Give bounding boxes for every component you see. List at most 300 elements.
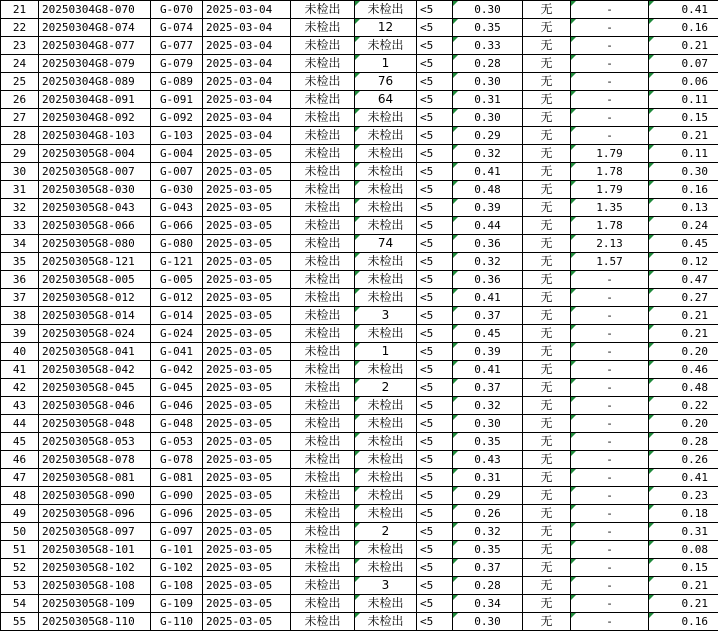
cell-col5[interactable]: 未检出 [291,361,355,379]
cell-date[interactable]: 2025-03-05 [203,199,291,217]
cell-sample-id[interactable]: 20250305G8-012 [39,289,151,307]
cell-col9[interactable]: 无 [523,343,571,361]
cell-code[interactable]: G-103 [151,127,203,145]
cell-sample-id[interactable]: 20250305G8-078 [39,451,151,469]
cell-row-number[interactable]: 29 [1,145,39,163]
cell-col8[interactable]: 0.41 [453,163,523,181]
cell-col5[interactable]: 未检出 [291,109,355,127]
cell-code[interactable]: G-110 [151,613,203,631]
cell-row-number[interactable]: 39 [1,325,39,343]
cell-col5[interactable]: 未检出 [291,1,355,19]
cell-col7[interactable]: <5 [417,271,453,289]
cell-col6[interactable]: 2 [355,523,417,541]
cell-col7[interactable]: <5 [417,613,453,631]
cell-col6[interactable]: 未检出 [355,1,417,19]
cell-date[interactable]: 2025-03-05 [203,271,291,289]
cell-col8[interactable]: 0.45 [453,325,523,343]
cell-row-number[interactable]: 54 [1,595,39,613]
cell-col9[interactable]: 无 [523,109,571,127]
cell-col5[interactable]: 未检出 [291,343,355,361]
cell-col7[interactable]: <5 [417,343,453,361]
cell-date[interactable]: 2025-03-05 [203,451,291,469]
cell-col7[interactable]: <5 [417,235,453,253]
cell-col11[interactable]: 0.16 [649,613,718,631]
cell-col8[interactable]: 0.41 [453,361,523,379]
cell-row-number[interactable]: 30 [1,163,39,181]
cell-col6[interactable]: 未检出 [355,37,417,55]
cell-col5[interactable]: 未检出 [291,541,355,559]
cell-col10[interactable]: - [571,433,649,451]
cell-col10[interactable]: - [571,361,649,379]
cell-col11[interactable]: 0.16 [649,19,718,37]
cell-col6[interactable]: 12 [355,19,417,37]
cell-col10[interactable]: 1.35 [571,199,649,217]
cell-date[interactable]: 2025-03-04 [203,127,291,145]
cell-date[interactable]: 2025-03-05 [203,577,291,595]
cell-code[interactable]: G-014 [151,307,203,325]
cell-sample-id[interactable]: 20250305G8-053 [39,433,151,451]
cell-col8[interactable]: 0.37 [453,379,523,397]
cell-col7[interactable]: <5 [417,199,453,217]
cell-col11[interactable]: 0.22 [649,397,718,415]
cell-col11[interactable]: 0.21 [649,325,718,343]
cell-col6[interactable]: 未检出 [355,397,417,415]
cell-col8[interactable]: 0.37 [453,307,523,325]
cell-code[interactable]: G-024 [151,325,203,343]
cell-col8[interactable]: 0.48 [453,181,523,199]
cell-col6[interactable]: 未检出 [355,289,417,307]
cell-col9[interactable]: 无 [523,271,571,289]
cell-row-number[interactable]: 42 [1,379,39,397]
cell-col11[interactable]: 0.31 [649,523,718,541]
cell-code[interactable]: G-102 [151,559,203,577]
cell-date[interactable]: 2025-03-05 [203,505,291,523]
cell-row-number[interactable]: 52 [1,559,39,577]
cell-col9[interactable]: 无 [523,487,571,505]
cell-sample-id[interactable]: 20250305G8-090 [39,487,151,505]
cell-col7[interactable]: <5 [417,217,453,235]
cell-col11[interactable]: 0.26 [649,451,718,469]
cell-col11[interactable]: 0.21 [649,577,718,595]
cell-col11[interactable]: 0.20 [649,343,718,361]
cell-col8[interactable]: 0.29 [453,487,523,505]
cell-col8[interactable]: 0.32 [453,397,523,415]
cell-date[interactable]: 2025-03-05 [203,289,291,307]
cell-date[interactable]: 2025-03-05 [203,487,291,505]
cell-col6[interactable]: 未检出 [355,415,417,433]
cell-col8[interactable]: 0.29 [453,127,523,145]
cell-col5[interactable]: 未检出 [291,127,355,145]
cell-code[interactable]: G-030 [151,181,203,199]
cell-col9[interactable]: 无 [523,145,571,163]
cell-sample-id[interactable]: 20250305G8-043 [39,199,151,217]
cell-row-number[interactable]: 27 [1,109,39,127]
cell-col9[interactable]: 无 [523,415,571,433]
cell-col11[interactable]: 0.21 [649,127,718,145]
cell-col9[interactable]: 无 [523,253,571,271]
cell-col6[interactable]: 未检出 [355,217,417,235]
cell-col8[interactable]: 0.30 [453,613,523,631]
cell-code[interactable]: G-048 [151,415,203,433]
cell-sample-id[interactable]: 20250304G8-070 [39,1,151,19]
cell-date[interactable]: 2025-03-05 [203,307,291,325]
cell-col10[interactable]: - [571,271,649,289]
cell-col11[interactable]: 0.28 [649,433,718,451]
cell-col7[interactable]: <5 [417,505,453,523]
cell-col6[interactable]: 未检出 [355,325,417,343]
cell-col5[interactable]: 未检出 [291,19,355,37]
cell-sample-id[interactable]: 20250305G8-102 [39,559,151,577]
cell-sample-id[interactable]: 20250304G8-074 [39,19,151,37]
cell-col7[interactable]: <5 [417,181,453,199]
cell-col5[interactable]: 未检出 [291,253,355,271]
cell-date[interactable]: 2025-03-05 [203,145,291,163]
cell-col10[interactable]: - [571,379,649,397]
cell-col8[interactable]: 0.36 [453,235,523,253]
cell-code[interactable]: G-007 [151,163,203,181]
cell-row-number[interactable]: 31 [1,181,39,199]
cell-col7[interactable]: <5 [417,55,453,73]
cell-col9[interactable]: 无 [523,523,571,541]
cell-col9[interactable]: 无 [523,469,571,487]
cell-col5[interactable]: 未检出 [291,523,355,541]
cell-sample-id[interactable]: 20250305G8-066 [39,217,151,235]
cell-col7[interactable]: <5 [417,253,453,271]
cell-col11[interactable]: 0.41 [649,1,718,19]
cell-row-number[interactable]: 50 [1,523,39,541]
cell-sample-id[interactable]: 20250305G8-048 [39,415,151,433]
cell-code[interactable]: G-089 [151,73,203,91]
cell-col6[interactable]: 64 [355,91,417,109]
cell-col5[interactable]: 未检出 [291,379,355,397]
cell-col9[interactable]: 无 [523,55,571,73]
cell-col10[interactable]: - [571,325,649,343]
cell-col11[interactable]: 0.13 [649,199,718,217]
cell-sample-id[interactable]: 20250305G8-080 [39,235,151,253]
cell-code[interactable]: G-042 [151,361,203,379]
cell-code[interactable]: G-045 [151,379,203,397]
cell-col5[interactable]: 未检出 [291,145,355,163]
cell-code[interactable]: G-043 [151,199,203,217]
cell-code[interactable]: G-108 [151,577,203,595]
cell-col10[interactable]: - [571,19,649,37]
cell-sample-id[interactable]: 20250305G8-041 [39,343,151,361]
cell-date[interactable]: 2025-03-04 [203,55,291,73]
cell-sample-id[interactable]: 20250304G8-079 [39,55,151,73]
cell-col5[interactable]: 未检出 [291,73,355,91]
cell-col6[interactable]: 未检出 [355,595,417,613]
cell-col7[interactable]: <5 [417,145,453,163]
cell-col9[interactable]: 无 [523,613,571,631]
cell-col6[interactable]: 未检出 [355,559,417,577]
cell-sample-id[interactable]: 20250305G8-024 [39,325,151,343]
cell-col10[interactable]: - [571,55,649,73]
cell-col10[interactable]: - [571,397,649,415]
cell-col5[interactable]: 未检出 [291,37,355,55]
cell-col7[interactable]: <5 [417,37,453,55]
cell-col10[interactable]: 1.79 [571,181,649,199]
cell-col5[interactable]: 未检出 [291,487,355,505]
cell-col5[interactable]: 未检出 [291,217,355,235]
cell-col8[interactable]: 0.31 [453,469,523,487]
cell-col7[interactable]: <5 [417,469,453,487]
cell-col5[interactable]: 未检出 [291,235,355,253]
cell-col9[interactable]: 无 [523,91,571,109]
cell-col5[interactable]: 未检出 [291,613,355,631]
cell-col10[interactable]: - [571,451,649,469]
cell-col9[interactable]: 无 [523,163,571,181]
cell-col10[interactable]: - [571,307,649,325]
cell-date[interactable]: 2025-03-04 [203,73,291,91]
cell-col5[interactable]: 未检出 [291,559,355,577]
cell-col6[interactable]: 76 [355,73,417,91]
cell-col11[interactable]: 0.21 [649,37,718,55]
cell-code[interactable]: G-077 [151,37,203,55]
cell-date[interactable]: 2025-03-05 [203,325,291,343]
cell-col10[interactable]: - [571,343,649,361]
cell-row-number[interactable]: 34 [1,235,39,253]
cell-col6[interactable]: 未检出 [355,541,417,559]
cell-col6[interactable]: 未检出 [355,505,417,523]
cell-col9[interactable]: 无 [523,433,571,451]
cell-code[interactable]: G-005 [151,271,203,289]
cell-col8[interactable]: 0.30 [453,1,523,19]
cell-col11[interactable]: 0.30 [649,163,718,181]
cell-col10[interactable]: - [571,109,649,127]
cell-col11[interactable]: 0.11 [649,91,718,109]
cell-row-number[interactable]: 48 [1,487,39,505]
cell-col9[interactable]: 无 [523,325,571,343]
cell-col11[interactable]: 0.07 [649,55,718,73]
cell-date[interactable]: 2025-03-05 [203,253,291,271]
cell-code[interactable]: G-074 [151,19,203,37]
cell-col9[interactable]: 无 [523,577,571,595]
cell-date[interactable]: 2025-03-05 [203,523,291,541]
cell-col8[interactable]: 0.35 [453,19,523,37]
cell-col7[interactable]: <5 [417,163,453,181]
cell-col6[interactable]: 1 [355,55,417,73]
cell-date[interactable]: 2025-03-05 [203,181,291,199]
cell-code[interactable]: G-121 [151,253,203,271]
cell-col5[interactable]: 未检出 [291,451,355,469]
cell-row-number[interactable]: 46 [1,451,39,469]
cell-sample-id[interactable]: 20250304G8-089 [39,73,151,91]
cell-col11[interactable]: 0.45 [649,235,718,253]
cell-date[interactable]: 2025-03-04 [203,91,291,109]
cell-col11[interactable]: 0.21 [649,595,718,613]
cell-col7[interactable]: <5 [417,307,453,325]
cell-col11[interactable]: 0.12 [649,253,718,271]
cell-col8[interactable]: 0.37 [453,559,523,577]
cell-row-number[interactable]: 32 [1,199,39,217]
cell-col5[interactable]: 未检出 [291,505,355,523]
cell-date[interactable]: 2025-03-05 [203,163,291,181]
cell-date[interactable]: 2025-03-04 [203,1,291,19]
cell-col9[interactable]: 无 [523,361,571,379]
cell-sample-id[interactable]: 20250305G8-005 [39,271,151,289]
cell-col6[interactable]: 未检出 [355,433,417,451]
cell-code[interactable]: G-079 [151,55,203,73]
cell-date[interactable]: 2025-03-05 [203,613,291,631]
cell-col8[interactable]: 0.28 [453,55,523,73]
cell-col6[interactable]: 1 [355,343,417,361]
cell-col9[interactable]: 无 [523,541,571,559]
cell-row-number[interactable]: 40 [1,343,39,361]
cell-col11[interactable]: 0.27 [649,289,718,307]
cell-col9[interactable]: 无 [523,235,571,253]
cell-col6[interactable]: 未检出 [355,181,417,199]
cell-col6[interactable]: 未检出 [355,109,417,127]
cell-col8[interactable]: 0.30 [453,73,523,91]
cell-col7[interactable]: <5 [417,361,453,379]
cell-col8[interactable]: 0.44 [453,217,523,235]
cell-col8[interactable]: 0.26 [453,505,523,523]
cell-col6[interactable]: 3 [355,307,417,325]
cell-col8[interactable]: 0.39 [453,343,523,361]
cell-col7[interactable]: <5 [417,451,453,469]
cell-col6[interactable]: 未检出 [355,361,417,379]
cell-row-number[interactable]: 21 [1,1,39,19]
cell-col7[interactable]: <5 [417,433,453,451]
cell-col5[interactable]: 未检出 [291,433,355,451]
cell-col11[interactable]: 0.21 [649,307,718,325]
cell-col10[interactable]: - [571,469,649,487]
cell-sample-id[interactable]: 20250304G8-077 [39,37,151,55]
cell-row-number[interactable]: 37 [1,289,39,307]
cell-row-number[interactable]: 26 [1,91,39,109]
cell-col6[interactable]: 3 [355,577,417,595]
cell-row-number[interactable]: 23 [1,37,39,55]
cell-col10[interactable]: 1.79 [571,145,649,163]
cell-col6[interactable]: 2 [355,379,417,397]
cell-col11[interactable]: 0.16 [649,181,718,199]
cell-col6[interactable]: 未检出 [355,163,417,181]
cell-col5[interactable]: 未检出 [291,163,355,181]
cell-col5[interactable]: 未检出 [291,397,355,415]
cell-code[interactable]: G-097 [151,523,203,541]
cell-date[interactable]: 2025-03-04 [203,109,291,127]
cell-date[interactable]: 2025-03-05 [203,433,291,451]
cell-col9[interactable]: 无 [523,289,571,307]
cell-col9[interactable]: 无 [523,559,571,577]
cell-row-number[interactable]: 36 [1,271,39,289]
cell-col8[interactable]: 0.35 [453,433,523,451]
cell-col10[interactable]: - [571,415,649,433]
cell-col9[interactable]: 无 [523,217,571,235]
cell-code[interactable]: G-041 [151,343,203,361]
cell-col5[interactable]: 未检出 [291,307,355,325]
cell-col9[interactable]: 无 [523,127,571,145]
cell-col5[interactable]: 未检出 [291,271,355,289]
cell-col10[interactable]: 1.78 [571,163,649,181]
cell-col7[interactable]: <5 [417,397,453,415]
cell-col11[interactable]: 0.24 [649,217,718,235]
cell-code[interactable]: G-070 [151,1,203,19]
cell-sample-id[interactable]: 20250305G8-109 [39,595,151,613]
cell-code[interactable]: G-101 [151,541,203,559]
cell-col8[interactable]: 0.32 [453,253,523,271]
cell-row-number[interactable]: 45 [1,433,39,451]
cell-col10[interactable]: - [571,73,649,91]
cell-code[interactable]: G-004 [151,145,203,163]
cell-col8[interactable]: 0.32 [453,523,523,541]
cell-col11[interactable]: 0.11 [649,145,718,163]
cell-col7[interactable]: <5 [417,127,453,145]
cell-col8[interactable]: 0.35 [453,541,523,559]
cell-col5[interactable]: 未检出 [291,325,355,343]
cell-sample-id[interactable]: 20250304G8-103 [39,127,151,145]
cell-date[interactable]: 2025-03-05 [203,361,291,379]
cell-col5[interactable]: 未检出 [291,595,355,613]
cell-code[interactable]: G-090 [151,487,203,505]
cell-col11[interactable]: 0.46 [649,361,718,379]
cell-code[interactable]: G-066 [151,217,203,235]
cell-date[interactable]: 2025-03-05 [203,595,291,613]
cell-sample-id[interactable]: 20250304G8-091 [39,91,151,109]
cell-sample-id[interactable]: 20250305G8-096 [39,505,151,523]
cell-date[interactable]: 2025-03-05 [203,415,291,433]
cell-code[interactable]: G-080 [151,235,203,253]
cell-col8[interactable]: 0.30 [453,109,523,127]
cell-col6[interactable]: 未检出 [355,487,417,505]
cell-col5[interactable]: 未检出 [291,469,355,487]
cell-code[interactable]: G-078 [151,451,203,469]
cell-row-number[interactable]: 28 [1,127,39,145]
cell-date[interactable]: 2025-03-05 [203,217,291,235]
cell-row-number[interactable]: 41 [1,361,39,379]
cell-col6[interactable]: 74 [355,235,417,253]
cell-sample-id[interactable]: 20250305G8-097 [39,523,151,541]
cell-col11[interactable]: 0.47 [649,271,718,289]
cell-col9[interactable]: 无 [523,379,571,397]
cell-col7[interactable]: <5 [417,577,453,595]
cell-date[interactable]: 2025-03-05 [203,397,291,415]
cell-col6[interactable]: 未检出 [355,127,417,145]
cell-code[interactable]: G-046 [151,397,203,415]
cell-col7[interactable]: <5 [417,379,453,397]
cell-col7[interactable]: <5 [417,559,453,577]
cell-col11[interactable]: 0.18 [649,505,718,523]
cell-row-number[interactable]: 44 [1,415,39,433]
cell-sample-id[interactable]: 20250305G8-101 [39,541,151,559]
cell-row-number[interactable]: 38 [1,307,39,325]
cell-date[interactable]: 2025-03-05 [203,559,291,577]
cell-col7[interactable]: <5 [417,325,453,343]
cell-col8[interactable]: 0.30 [453,415,523,433]
cell-col9[interactable]: 无 [523,1,571,19]
cell-col8[interactable]: 0.33 [453,37,523,55]
cell-col7[interactable]: <5 [417,109,453,127]
cell-col10[interactable]: - [571,523,649,541]
cell-sample-id[interactable]: 20250305G8-045 [39,379,151,397]
cell-date[interactable]: 2025-03-05 [203,541,291,559]
cell-col5[interactable]: 未检出 [291,91,355,109]
cell-col7[interactable]: <5 [417,541,453,559]
cell-date[interactable]: 2025-03-05 [203,379,291,397]
cell-row-number[interactable]: 33 [1,217,39,235]
cell-col7[interactable]: <5 [417,19,453,37]
cell-col11[interactable]: 0.15 [649,109,718,127]
cell-col11[interactable]: 0.08 [649,541,718,559]
cell-col10[interactable]: - [571,559,649,577]
cell-col8[interactable]: 0.34 [453,595,523,613]
cell-col10[interactable]: - [571,37,649,55]
cell-col6[interactable]: 未检出 [355,271,417,289]
cell-col9[interactable]: 无 [523,199,571,217]
cell-col7[interactable]: <5 [417,595,453,613]
cell-col11[interactable]: 0.41 [649,469,718,487]
cell-col7[interactable]: <5 [417,1,453,19]
